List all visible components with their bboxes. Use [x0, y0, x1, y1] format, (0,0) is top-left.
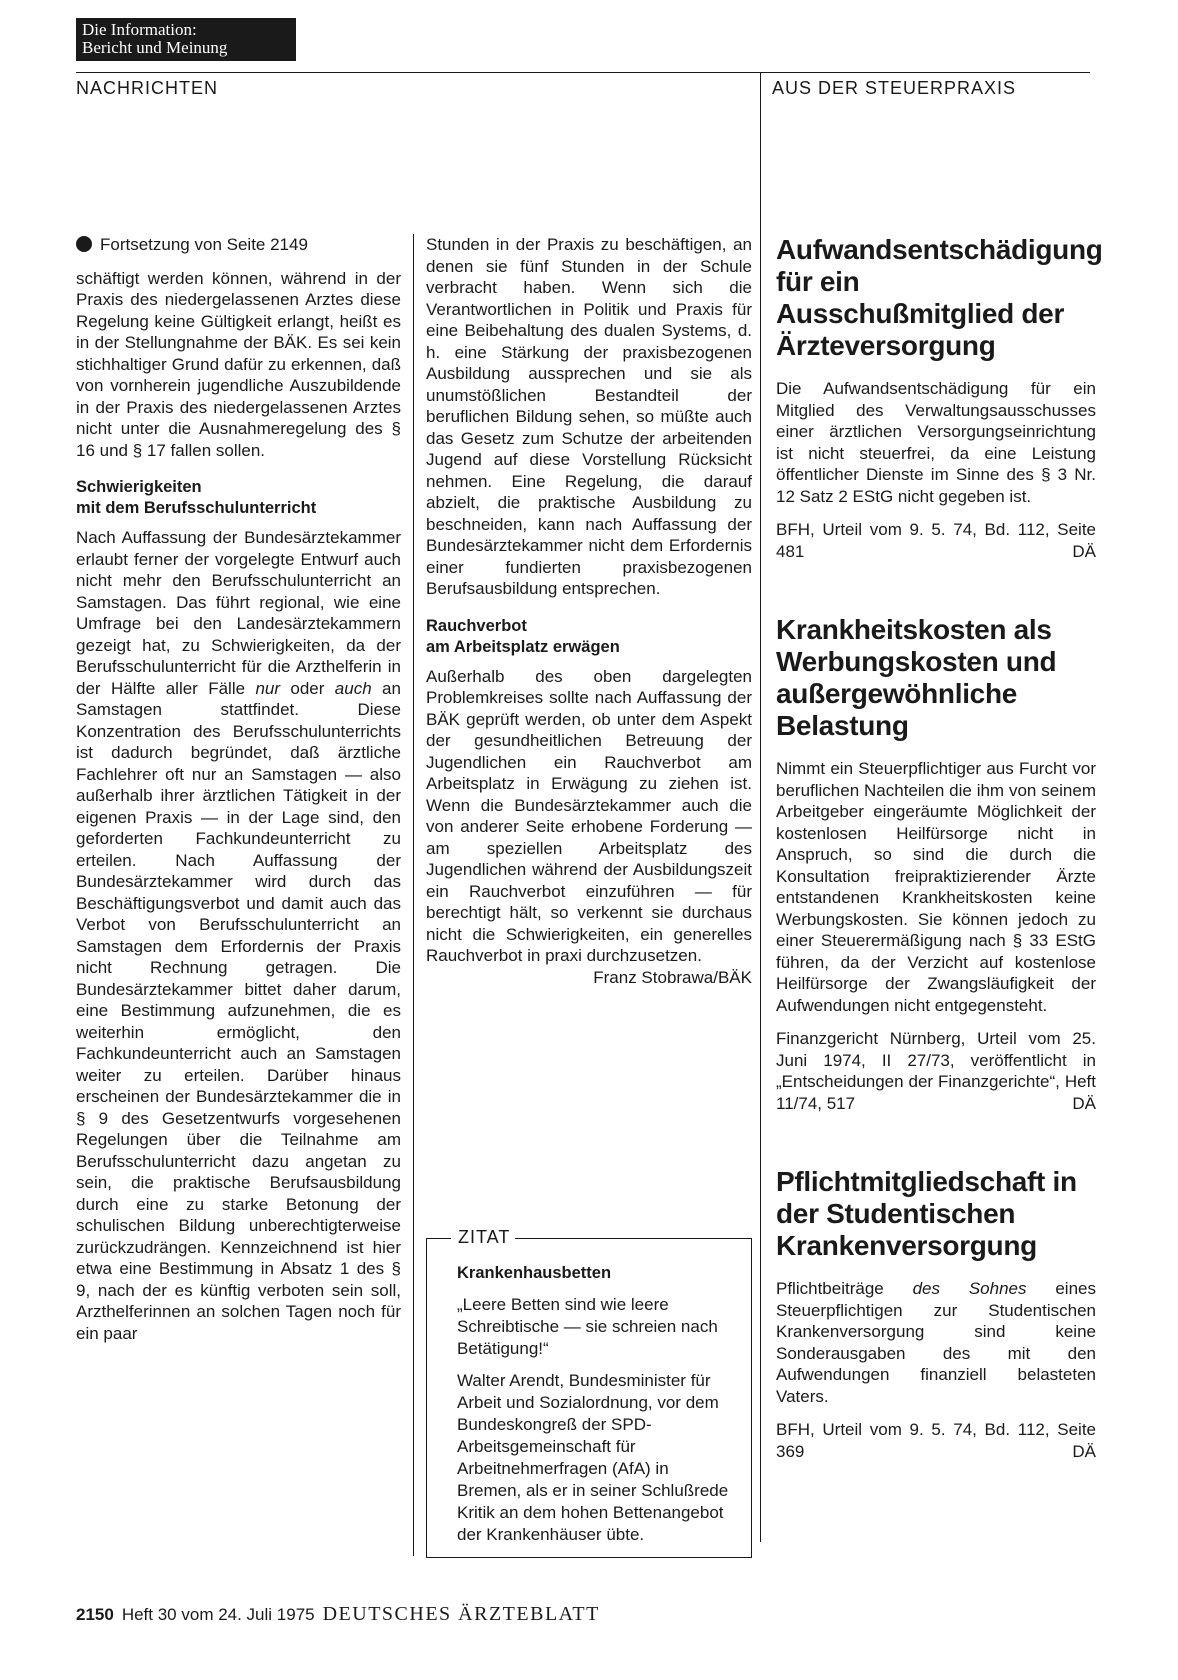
paragraph-2: [76, 527, 401, 1344]
citation-sign: DÄ: [1072, 541, 1096, 561]
tax-article-1-citation: [776, 519, 1096, 562]
zitat-border-right: [515, 1238, 752, 1239]
masthead-line-1: Die Information:: [82, 20, 197, 39]
continuation-note: [76, 234, 401, 256]
tax-article-1: [776, 234, 1103, 562]
masthead: [76, 18, 296, 61]
paragraph-2-part-a: Nach Auffassung der Bundesärztekammer erlaubt ferner der vorgelegte Entwurf auch nicht mehr den Berufsschulunterricht an Samstagen. Das führt regional, wie eine Umfrage bei den Landesärztekammern gezeigt hat, zu Schwierigkeiten, da der Berufsschulunterricht für die Arzthelferin in der Hälfte aller Fälle: [76, 528, 401, 698]
zitat-box: [426, 1227, 752, 1558]
citation-sign: DÄ: [1072, 1093, 1096, 1113]
tax-article-3-citation: [776, 1419, 1096, 1462]
journal-name: DEUTSCHES ÄRZTEBLATT: [322, 1603, 600, 1625]
subheading-rauchverbot: [426, 616, 752, 658]
author-signature: Franz Stobrawa/BÄK: [593, 967, 752, 987]
subheading-line-1: Schwierigkeiten: [76, 478, 202, 496]
emphasis-nur: nur: [255, 678, 281, 698]
zitat-label: ZITAT: [455, 1227, 513, 1248]
tax-article-2-citation: [776, 1028, 1096, 1114]
section-steuerpraxis: AUS DER STEUERPRAXIS: [772, 78, 1017, 98]
body-part-b: eines Steuerpflichtigen zur Studentischen Krankenversorgung sind keine Sonderausgaben des mit den Aufwendungen finanziell belasteten Vaters.: [776, 1279, 1096, 1406]
zitat-border-left: [426, 1238, 451, 1239]
citation-text: BFH, Urteil vom 9. 5. 74, Bd. 112, Seite 369: [776, 1420, 1096, 1461]
citation-text: BFH, Urteil vom 9. 5. 74, Bd. 112, Seite 481: [776, 520, 1096, 561]
page-footer: [76, 1603, 600, 1626]
tax-article-2-body: Nimmt ein Steuerpflichtiger aus Furcht vor beruflichen Nachteilen die ihm von seinem Arbeitgeber eingeräumte Möglichkeit der kostenlosen Heilfürsorge nicht in Anspruch, so sind die durch die Konsultation freipraktizierender Ärzte entstandenen Krankheitskosten keine Werbungskosten. Sie können jedoch zu einer Steuerermäßigung nach § 33 EStG führen, da der Verzicht auf kostenlose Heilfürsorge der Zwangsläufigkeit der Aufwendungen nicht entgegensteht.: [776, 759, 1096, 1015]
zitat-attribution: Walter Arendt, Bundesminister für Arbeit und Sozialordnung, vor dem Bundeskongreß der SPD-Arbeitsgemeinschaft für Arbeitnehmerfragen (AfA) in Bremen, als er in seiner Schlußrede Kritik an dem hohen Bettenangebot der Krankenhäuser übte.: [457, 1371, 729, 1544]
bullet-icon: [76, 236, 92, 252]
tax-article-1-body: Die Aufwandsentschädigung für ein Mitglied des Verwaltungsausschusses einer ärztlichen Versorgungseinrichtung ist nicht steuerfrei, da eine Leistung öffentlicher Dienste im Sinne des § 3 Nr. 12 Satz 2 EStG nicht gegeben ist.: [776, 379, 1096, 506]
body-part-a: Pflichtbeiträge: [776, 1279, 884, 1298]
issue-info: Heft 30 vom 24. Juli 1975: [121, 1605, 315, 1624]
citation-sign: DÄ: [1072, 1441, 1096, 1461]
continuation-text: Fortsetzung von Seite 2149: [100, 235, 308, 254]
column-divider: [413, 234, 414, 1556]
article-column-2: [426, 234, 752, 988]
subheading-line-2: mit dem Berufsschulunterricht: [76, 499, 317, 517]
headline-aufwandsentschaedigung: Aufwandsentschädigung für ein Ausschußmitglied der Ärzteversorgung: [776, 234, 1103, 361]
tax-column: [776, 234, 1103, 1462]
headline-krankheitskosten: Krankheitskosten als Werbungskosten und außergewöhnliche Belastung: [776, 614, 1057, 741]
paragraph-4: Außerhalb des oben dargelegten Problemkreises sollte nach Auffassung der BÄK geprüft werden, ob unter dem Aspekt der gesundheitlichen Betreuung der Jugendlichen ein Rauchverbot am Arbeitsplatz in Erwägung zu ziehen ist. Wenn die Bundesärztekammer auch die von anderer Seite erhobene Forderung — am speziellen Arbeitsplatz des Jugendlichen während der Ausbildungszeit ein Rauchverbot einzuführen — für berechtigt hält, so verkennt sie durchaus nicht die Schwierigkeiten, ein generelles Rauchverbot in praxi durchzusetzen.: [426, 666, 752, 965]
masthead-line-2: Bericht und Meinung: [82, 38, 228, 57]
paragraph-2-part-b: an Samstagen stattfindet. Diese Konzentration des Berufsschulunterrichts ist dadurch begründet, daß ärztliche Fachlehrer oft nur an Samstagen — also außerhalb ihrer ärztlichen Tätigkeit in der eigenen Praxis — in der Lage sind, den geforderten Fachkundeunterricht zu erteilen. Nach Auffassung der Bundesärztekammer wird durch das Beschäftigungsverbot und damit auch das Verbot von Berufsschulunterricht an Samstagen dem Erfordernis der Praxis nicht Rechnung getragen. Die Bundesärztekammer bittet daher darum, eine Bestimmung aufzunehmen, die es weiterhin ermöglicht, den Fachkundeunterricht auch an Samstagen weiter zu erteilen. Darüber hinaus erscheinen der Bundesärztekammer die in § 9 des Gesetzentwurfs vorgesehenen Regelungen über die Teilnahme am Berufsschulunterricht dazu angetan zu sein, die praktische Berufsausbildung durch eine zu starke Betonung der schulischen Bildung unberechtigterweise zurückzudrängen. Kennzeichnend ist hier etwa eine Bestimmung in Absatz 1 des § 9, nach der es künftig verboten sein soll, Arzthelferinnen an solchen Tagen noch für ein paar: [76, 678, 401, 1343]
top-rule: [76, 72, 1090, 73]
paragraph-3: Stunden in der Praxis zu beschäftigen, an denen sie fünf Stunden in der Schule verbracht haben. Wenn sich die Verantwortlichen in Politik und Praxis für eine Beibehaltung des dualen Systems, d. h. eine Stärkung der praxisbezogenen Ausbildung aussprechen und sie als unumstößlichen Bestandteil der beruflichen Bildung sehen, so müßte auch das Gesetz zum Schutze der arbeitenden Jugend auf diese Vorstellung Rücksicht nehmen. Eine Regelung, die darauf abzielt, die praktische Ausbildung zu beschneiden, kann nach Auffassung der Bundesärztekammer nicht dem Erfordernis einer fundierten praxisbezogenen Berufsausbildung entsprechen.: [426, 235, 752, 598]
paragraph-1: schäftigt werden können, während in der Praxis des niedergelassenen Arztes diese Regelung keine Gültigkeit erlangt, heißt es in der Stellungnahme der BÄK. Es sei kein stichhaltiger Grund dafür zu erkennen, daß von vornherein jugendliche Auszubildende in der Praxis des niedergelassenen Arztes nicht unter die Ausnahmeregelung des § 16 und § 17 fallen sollen.: [76, 268, 401, 460]
subheading-line-2: am Arbeitsplatz erwägen: [426, 637, 620, 656]
emphasis-des-sohnes: des Sohnes: [912, 1279, 1027, 1298]
headline-pflichtmitgliedschaft: Pflichtmitgliedschaft in der Studentischen Krankenversorgung: [776, 1166, 1077, 1261]
tax-article-3-body: [776, 1278, 1096, 1407]
zitat-body: [457, 1262, 729, 1556]
page-number: 2150: [76, 1605, 114, 1624]
word-oder: oder: [290, 678, 325, 698]
article-column-1: [76, 234, 401, 1344]
tax-article-2: [776, 614, 1096, 1114]
zitat-title: Krankenhausbetten: [457, 1264, 612, 1282]
emphasis-auch: auch: [334, 678, 372, 698]
section-divider: [760, 72, 761, 1542]
subheading-line-1: Rauchverbot: [426, 616, 527, 635]
zitat-quote: „Leere Betten sind wie leere Schreibtische — sie schreien nach Betätigung!“: [457, 1295, 718, 1358]
subheading-berufsschulunterricht: [76, 477, 401, 519]
tax-article-3: [776, 1166, 1096, 1462]
section-nachrichten: NACHRICHTEN: [76, 78, 219, 98]
citation-text: Finanzgericht Nürnberg, Urteil vom 25. Juni 1974, II 27/73, veröffentlicht in „Entscheidungen der Finanzgerichte“, Heft 11/74, 517: [776, 1029, 1096, 1113]
